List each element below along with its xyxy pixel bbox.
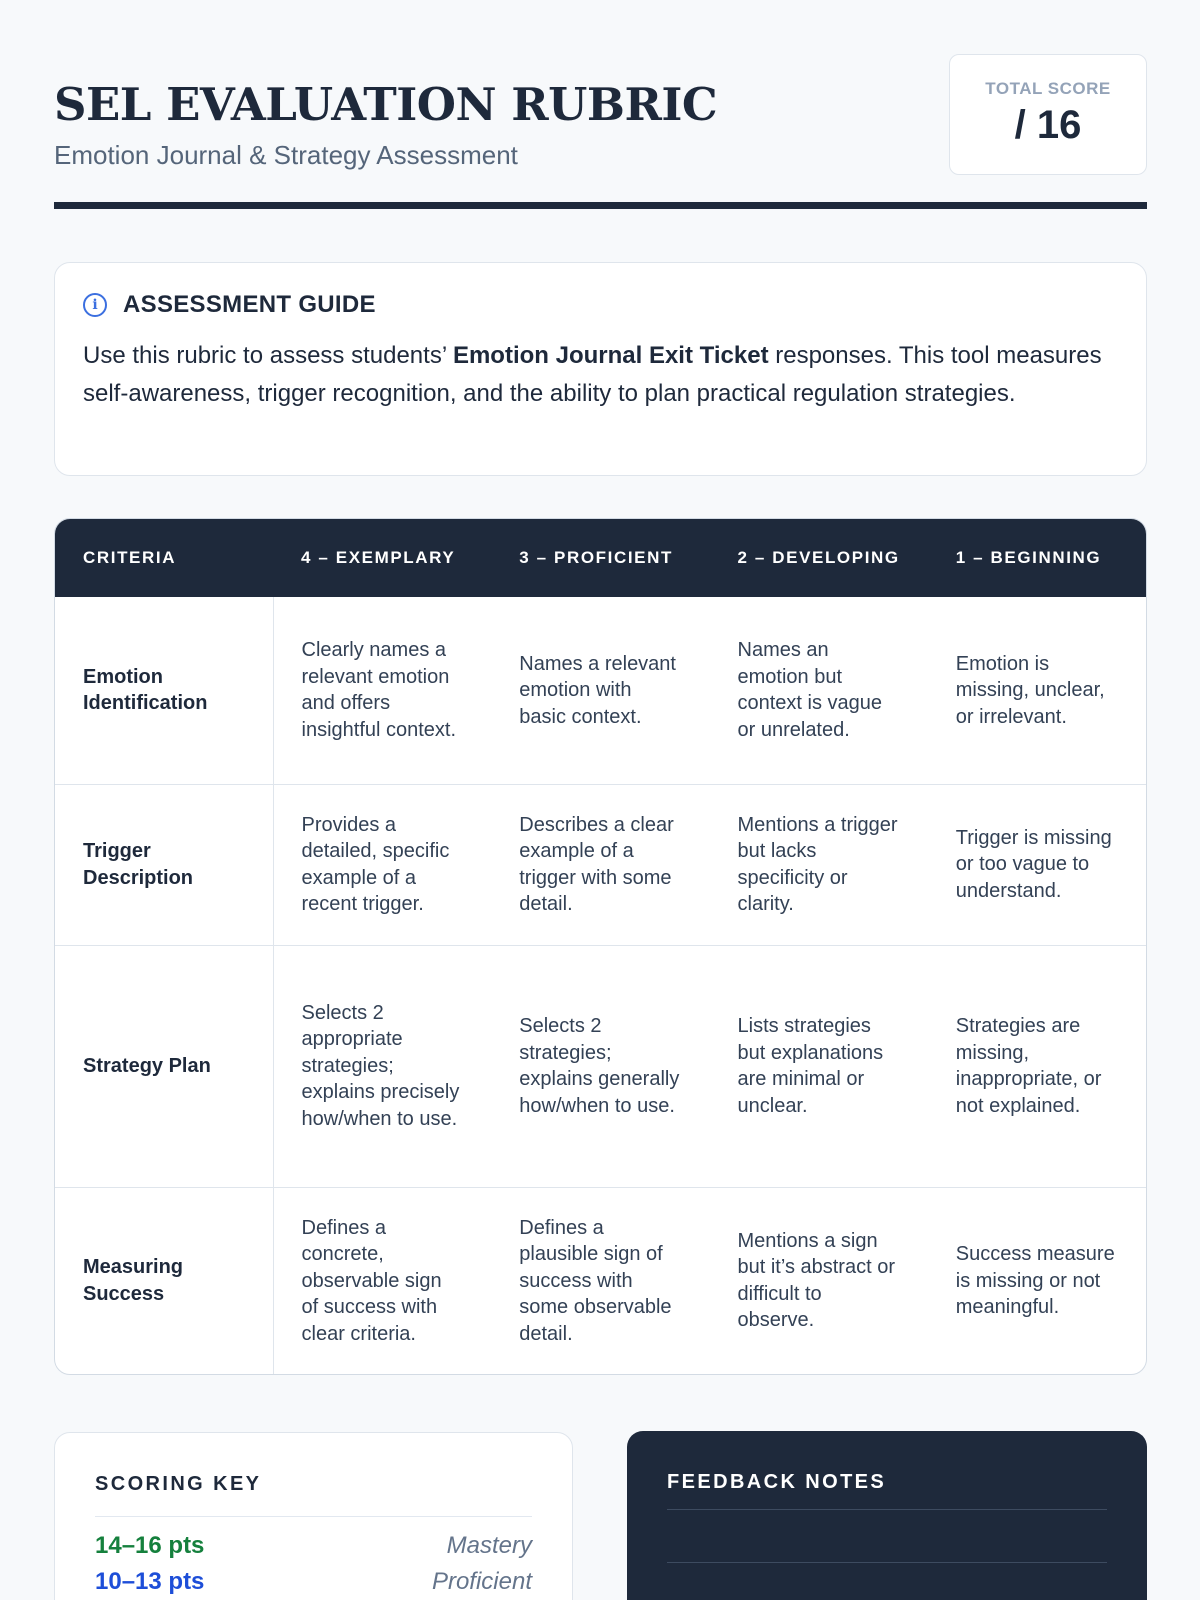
rubric-cell: Provides a detailed, specific example of a recent trigger.: [273, 784, 491, 945]
rubric-cell: Success measure is missing or not meaningful.: [928, 1187, 1146, 1374]
column-header-developing: 2 – DEVELOPING: [710, 519, 928, 597]
rubric-page: [54, 0, 1147, 1595]
guide-text-start: Use this rubric to assess students’: [83, 342, 453, 369]
scoring-key-divider: [95, 1516, 532, 1517]
total-score-box: [949, 54, 1147, 175]
rubric-cell: Defines a concrete, observable sign of success with clear criteria.: [273, 1187, 491, 1374]
column-header-beginning: 1 – BEGINNING: [928, 519, 1146, 597]
table-row: [55, 1187, 1146, 1374]
rubric-cell: Trigger is missing or too vague to understand.: [928, 784, 1146, 945]
column-header-criteria: CRITERIA: [55, 519, 273, 597]
table-row: [55, 784, 1146, 945]
guide-text: [83, 337, 1118, 413]
rubric-cell: Selects 2 strategies; explains generally how/when to use.: [491, 945, 709, 1187]
scoring-key: [54, 1432, 573, 1600]
column-header-exemplary: 4 – EXEMPLARY: [273, 519, 491, 597]
scoring-key-item: [95, 1531, 532, 1561]
rubric-cell: Mentions a trigger but lacks specificity or clarity.: [710, 784, 928, 945]
scoring-key-points: 14–16 pts: [95, 1532, 205, 1559]
feedback-line[interactable]: [667, 1562, 1107, 1563]
scoring-key-points: 10–13 pts: [95, 1568, 205, 1595]
total-score-value: / 16: [1014, 103, 1082, 147]
guide-title: ASSESSMENT GUIDE: [123, 291, 376, 318]
total-score-label: TOTAL SCORE: [985, 79, 1111, 98]
guide-text-bold: Emotion Journal Exit Ticket: [452, 342, 769, 369]
criteria-cell: Strategy Plan: [55, 945, 273, 1187]
guide-text-end: responses. This tool measures self-awareness, trigger recognition, and the ability to plan practical regulation strategies.: [83, 342, 1102, 407]
rubric-cell: Mentions a sign but it’s abstract or difficult to observe.: [710, 1187, 928, 1374]
guide-header: [83, 291, 1118, 319]
scoring-key-level: Mastery: [446, 1532, 532, 1559]
feedback-notes-title: FEEDBACK NOTES: [667, 1471, 887, 1493]
table-header-row: [55, 519, 1146, 597]
rubric-cell: Clearly names a relevant emotion and offers insightful context.: [301, 639, 457, 741]
table-row: [55, 597, 1146, 784]
scoring-key-item: [95, 1567, 532, 1597]
rubric-cell: Lists strategies but explanations are minimal or unclear.: [710, 945, 928, 1187]
header-divider: [54, 202, 1147, 209]
page-subtitle: Emotion Journal & Strategy Assessment: [54, 140, 518, 170]
rubric-cell: Strategies are missing, inappropriate, or not explained.: [928, 945, 1146, 1187]
page-title: SEL EVALUATION RUBRIC: [54, 78, 718, 131]
scoring-key-level: Proficient: [431, 1568, 532, 1595]
table-row: [55, 945, 1146, 1187]
criteria-cell: Trigger Description: [55, 784, 273, 945]
feedback-notes: [627, 1431, 1147, 1600]
criteria-cell: Measuring Success: [55, 1187, 273, 1374]
rubric-cell: Names an emotion but context is vague or unrelated.: [737, 639, 883, 741]
info-icon: i: [83, 293, 107, 317]
assessment-guide: [54, 262, 1147, 476]
rubric-cell: Defines a plausible sign of success with some observable detail.: [491, 1187, 709, 1374]
column-header-proficient: 3 – PROFICIENT: [491, 519, 709, 597]
header: [54, 0, 1147, 210]
rubric-table: [54, 518, 1147, 1375]
scoring-key-title: SCORING KEY: [95, 1473, 262, 1495]
rubric-cell: Selects 2 appropriate strategies; explains precisely how/when to use.: [273, 945, 491, 1187]
rubric-cell: Emotion is missing, unclear, or irrelevant.: [955, 652, 1105, 728]
feedback-line[interactable]: [667, 1509, 1107, 1510]
rubric-cell: Names a relevant emotion with basic context.: [519, 652, 676, 728]
rubric-cell: Describes a clear example of a trigger with some detail.: [491, 784, 709, 945]
criteria-cell: Emotion Identification: [55, 597, 273, 784]
